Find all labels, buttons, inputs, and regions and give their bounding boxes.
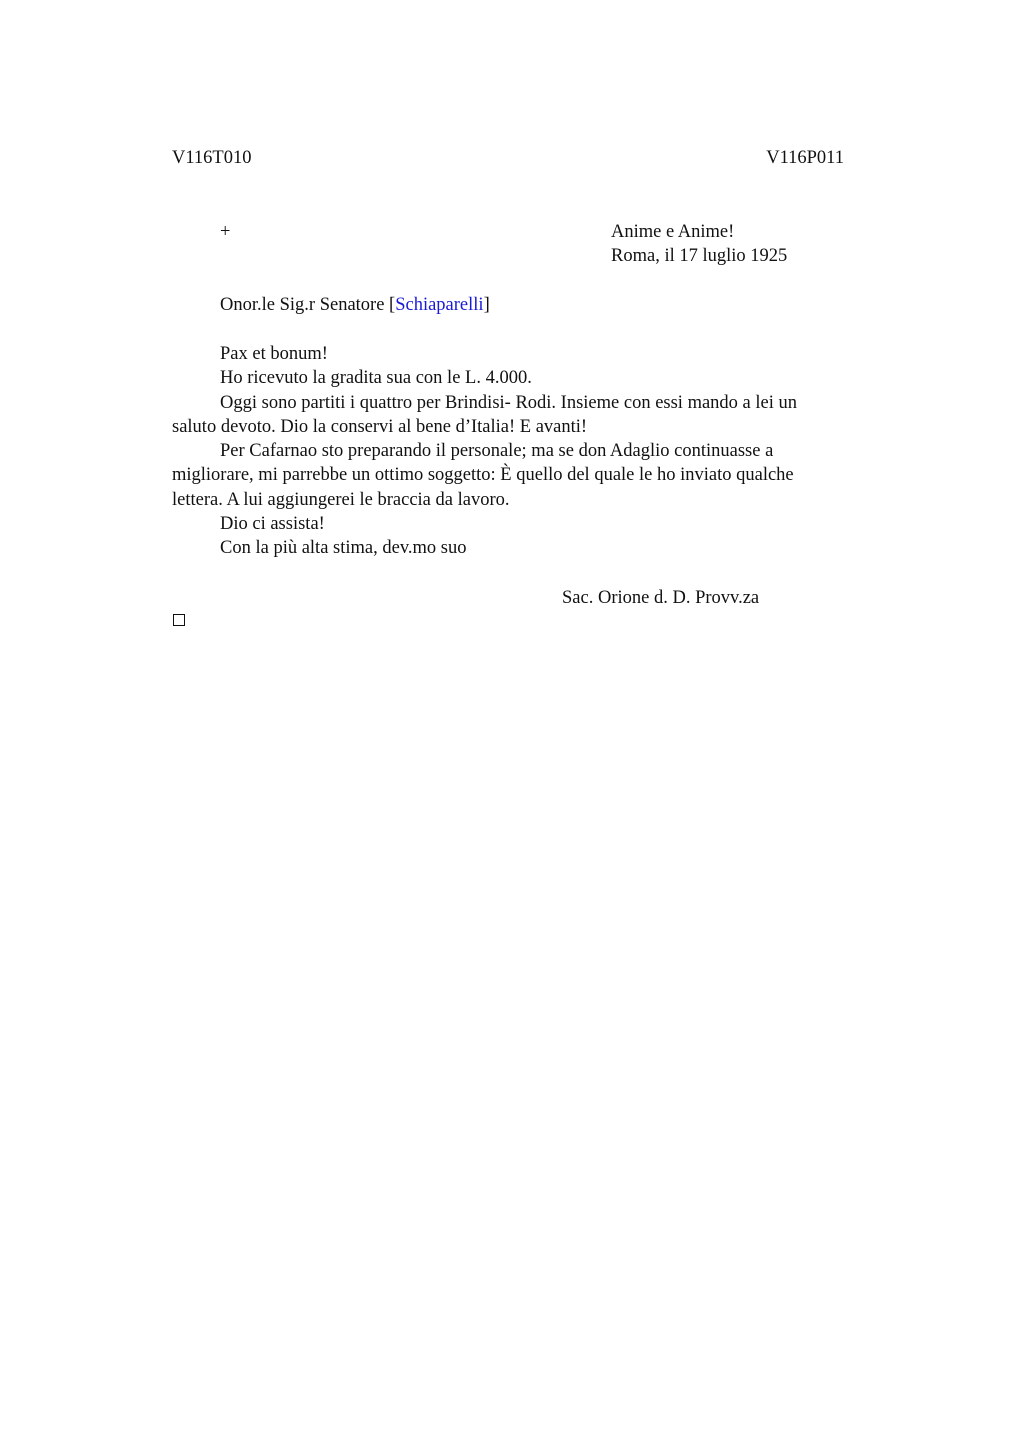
salutation-prefix: Onor.le Sig.r Senatore [	[220, 295, 396, 315]
letter-body	[172, 342, 844, 561]
cross-mark: +	[220, 222, 231, 242]
letter-paragraph: Oggi sono partiti i quattro per Brindisi- Rodi. Insieme con essi mando a lei un saluto devoto. Dio la conservi al bene d’Italia! E avanti!	[172, 392, 798, 437]
letter-signature: Sac. Orione d. D. Provv.za	[562, 588, 760, 608]
letter-paragraph: Pax et bonum!	[220, 344, 328, 364]
letter-paragraph: Dio ci assista!	[220, 514, 325, 535]
square-outline-icon	[173, 614, 185, 626]
recipient-name-link[interactable]: Schiaparelli	[395, 295, 484, 315]
document-reference-right: V116P011	[766, 148, 844, 168]
letter-paragraph: Per Cafarnao sto preparando il personale; ma se don Adaglio continuasse a migliorare, mi parrebbe un ottimo soggetto: È quello del quale le ho inviato qualche lettera. A lui aggiungerei le braccia da lavoro.	[172, 441, 794, 510]
salutation-suffix: ]	[483, 295, 490, 315]
letter-paragraph: Ho ricevuto la gradita sua con le L. 4.000.	[220, 368, 532, 389]
document-reference-left: V116T010	[172, 148, 252, 168]
letter-paragraph: Con la più alta stima, dev.mo suo	[220, 538, 467, 559]
letter-place-date: Roma, il 17 luglio 1925	[611, 246, 788, 266]
letter-motto: Anime e Anime!	[611, 222, 735, 242]
letter-salutation	[220, 293, 490, 317]
